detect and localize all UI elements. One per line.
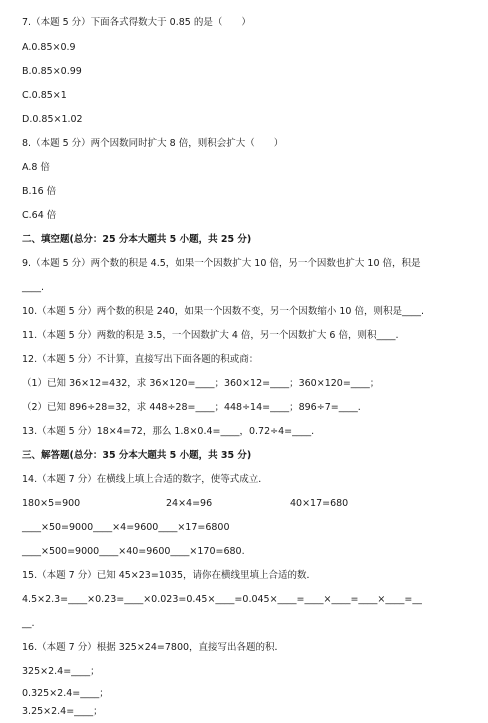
- line-8: C.64 倍: [22, 210, 57, 221]
- section-heading-fill-in: 二、填空题(总分：25 分本大题共 5 小题，共 25 分): [22, 234, 252, 245]
- line-25: __.: [22, 618, 35, 629]
- line-17: 13.（本题 5 分）18×4=72，那么 1.8×0.4=____，0.72÷4=____.: [22, 426, 315, 437]
- line-21: ____×50=9000____×4=9600____×17=6800: [22, 522, 230, 533]
- line-29: 3.25×2.4=____；: [22, 706, 103, 717]
- line-2: B.0.85×0.99: [22, 66, 82, 77]
- line-6: A.8 倍: [22, 162, 50, 173]
- line-11: ____.: [22, 282, 45, 293]
- line-12: 10.（本题 5 分）两个数的积是 240，如果一个因数不变，另一个因数缩小 10 倍，则积是____.: [22, 306, 424, 317]
- line-16: （2）已知 896÷28=32，求 448÷28=____；448÷14=____；896÷7=____.: [22, 402, 361, 413]
- q14-eq-1: 180×5=900: [22, 498, 81, 509]
- line-7: B.16 倍: [22, 186, 57, 197]
- line-4: D.0.85×1.02: [22, 114, 83, 125]
- line-1: A.0.85×0.9: [22, 42, 76, 53]
- line-5: 8.（本题 5 分）两个因数同时扩大 8 倍，则积会扩大（ ）: [22, 138, 284, 149]
- line-19: 14.（本题 7 分）在横线上填上合适的数字，使等式成立．: [22, 474, 268, 485]
- line-27: 325×2.4=____；: [22, 666, 100, 677]
- line-0: 7.（本题 5 分）下面各式得数大于 0.85 的是（ ）: [22, 17, 251, 28]
- q14-eq-3: 40×17=680: [290, 498, 349, 509]
- line-15: （1）已知 36×12=432，求 36×120=____；360×12=____；360×120=____；: [22, 378, 380, 389]
- q14-eq-2: 24×4=96: [166, 498, 213, 509]
- line-28: 0.325×2.4=____；: [22, 688, 109, 699]
- line-10: 9.（本题 5 分）两个数的积是 4.5，如果一个因数扩大 10 倍，另一个因数也扩大 10 倍，积是: [22, 258, 421, 269]
- line-26: 16.（本题 7 分）根据 325×24=7800，直接写出各题的积．: [22, 642, 285, 653]
- line-22: ____×500=9000____×40=9600____×170=680.: [22, 546, 245, 557]
- line-13: 11.（本题 5 分）两数的积是 3.5，一个因数扩大 4 倍，另一个因数扩大 6 倍，则积____.: [22, 330, 399, 341]
- section-heading-answer: 三、解答题(总分：35 分本大题共 5 小题，共 35 分): [22, 450, 252, 461]
- line-3: C.0.85×1: [22, 90, 67, 101]
- line-24: 4.5×2.3=____×0.23=____×0.023=0.45×____=0.045×____=____×____=____×____=__: [22, 594, 422, 605]
- line-14: 12.（本题 5 分）不计算，直接写出下面各题的积或商：: [22, 354, 259, 365]
- line-23: 15.（本题 7 分）已知 45×23=1035，请你在横线里填上合适的数．: [22, 570, 316, 581]
